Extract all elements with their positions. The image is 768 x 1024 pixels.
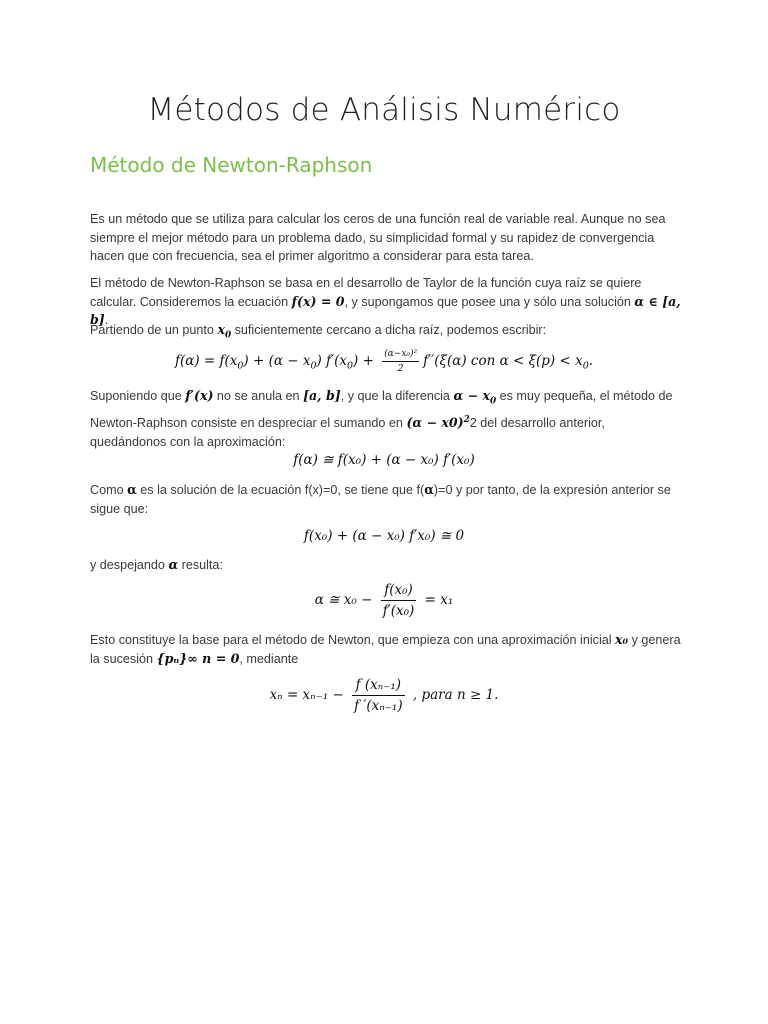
eq4-left: α ≅ x₀ − bbox=[314, 592, 373, 608]
paragraph-taylor-text-b: , y supongamos que posee una y sólo una solución bbox=[344, 294, 631, 309]
equation-linear-approx: f(α) ≅ f(x₀) + (α − x₀) f′(x₀) bbox=[293, 452, 475, 468]
eq1-part-b: ) + (α − x bbox=[243, 353, 311, 369]
eq4-fraction-num: f(x₀) bbox=[381, 582, 417, 601]
eq4-right: = x₁ bbox=[424, 592, 454, 608]
symbol-alpha-3: α bbox=[168, 557, 179, 572]
paragraph-starting-point bbox=[90, 321, 682, 345]
section-heading: Método de Newton-Raphson bbox=[90, 153, 373, 177]
eq5-right: , para n ≥ 1. bbox=[412, 687, 499, 703]
paragraph-assumption-text-d: es muy pequeña, el método de Newton-Raphson consiste en despreciar el sumando en bbox=[90, 389, 673, 431]
eq1-fraction-den: 2 bbox=[397, 364, 404, 374]
equation-alpha-estimate bbox=[0, 582, 768, 619]
eq1-part-f: . bbox=[588, 353, 594, 369]
paragraph-solving-text-b: resulta: bbox=[181, 558, 223, 572]
symbol-fprime: f′(x) bbox=[185, 388, 214, 403]
equation-zero-approx: f(x₀) + (α − x₀) f′x₀) ≅ 0 bbox=[303, 528, 465, 544]
symbol-alpha: α bbox=[127, 482, 137, 497]
paragraph-newton-text-b: y genera la sucesión bbox=[90, 633, 681, 666]
symbol-alpha-2: α bbox=[424, 482, 434, 497]
equation-taylor-expansion: $f(\alpha) = f(x_0) + (\alpha - x_0) f'(x_0)$ + $\frac{\text{(α−x₀)²}}{2}$ f′′(ξ(α) con $\alpha < \xi(p) < x_0$. bbox=[174, 349, 594, 374]
symbol-x0-initial: x₀ bbox=[615, 632, 629, 647]
paragraph-solution-text-b: es la solución de la ecuación f(x)=0, se tiene que f( bbox=[140, 483, 425, 497]
sequence-notation: {pₙ}∞ n = 0 bbox=[156, 650, 240, 666]
difference-alpha-x0: $\alpha - x_0$ bbox=[453, 388, 497, 407]
paragraph-assumption-text-b: no se anula en bbox=[216, 389, 300, 403]
paragraph-solution bbox=[90, 481, 682, 518]
paragraph-newton-base bbox=[90, 631, 682, 668]
paragraph-newton-text-c: , mediante bbox=[239, 651, 299, 666]
paragraph-assumption-text-e: del desarrollo anterior, quedándonos con la aproximación: bbox=[90, 416, 605, 449]
symbol-x0: $x_0$ bbox=[217, 322, 232, 341]
eq5-fraction-num: f (xₙ₋₁) bbox=[352, 677, 405, 696]
eq1-fraction bbox=[382, 349, 419, 374]
squared-term-exp: 2 bbox=[463, 415, 470, 426]
paragraph-solution-text-a: Como bbox=[90, 483, 124, 497]
squared-term-base: (α − x0) bbox=[406, 415, 464, 431]
solution-interval: α ∈ [a, b] bbox=[90, 293, 681, 327]
document-title: Métodos de Análisis Numérico bbox=[147, 92, 621, 128]
eq4-fraction-den: f′(x₀) bbox=[382, 603, 415, 619]
paragraph-taylor-text-a: El método de Newton-Raphson se basa en el desarrollo de Taylor de la función cuya raíz se quiere calcular. Consideremos la ecuación bbox=[90, 276, 642, 309]
equation-fx-zero: f(x) = 0 bbox=[291, 293, 345, 309]
paragraph-solving-text-a: y despejando bbox=[90, 558, 165, 572]
paragraph-intro: Es un método que se utiliza para calcular los ceros de una función real de variable real. Aunque no sea siempre el mejor método para un problema dado, su simplicidad formal y su rapidez de convergencia hacen que con frecuencia, sea el primer algoritmo a considerar para esta tarea. bbox=[90, 212, 666, 263]
paragraph-assumption-text-c: , y que la diferencia bbox=[340, 389, 450, 403]
eq5-fraction bbox=[352, 677, 405, 714]
paragraph-taylor-text-c: . bbox=[104, 313, 109, 327]
equation-newton-iteration bbox=[0, 677, 768, 714]
paragraph-newton-text-a: Esto constituye la base para el método de Newton, que empieza con una aproximación inicial bbox=[90, 633, 612, 647]
eq1-part-d: ) + bbox=[353, 353, 374, 369]
paragraph-assumption: Suponiendo que f′(x) no se anula en [a, b], y que la diferencia $\alpha - x_0$ es muy pequeña, el método de Newton-Raphson consiste en despreciar el sumando en $(\alpha - x0)^22$ del desarrollo anterior, quedándonos con la aproximación: bbox=[90, 388, 673, 449]
eq5-fraction-den: f ′(xₙ₋₁) bbox=[354, 698, 403, 714]
paragraph-assumption-text-a: Suponiendo que bbox=[90, 389, 182, 403]
paragraph-starting-text-b: suficientemente cercano a dicha raíz, podemos escribir: bbox=[234, 323, 547, 337]
squared-term bbox=[406, 415, 469, 430]
difference-text: α − x bbox=[453, 388, 490, 403]
eq1-part-c: ) f′(x bbox=[316, 353, 347, 369]
eq1-fraction-num: (α−x₀)² bbox=[382, 349, 419, 362]
eq1-part-e: f′′(ξ(α) con α < ξ(p) < x bbox=[423, 353, 583, 369]
paragraph-solving bbox=[90, 556, 682, 575]
paragraph-solution-text-c: )=0 y por tanto, de la expresión anterior se sigue que: bbox=[90, 483, 671, 516]
eq4-fraction bbox=[381, 582, 417, 619]
eq1-part-a: f(α) = f(x bbox=[174, 353, 238, 369]
paragraph-starting-text-a: Partiendo de un punto bbox=[90, 323, 214, 337]
eq5-left: xₙ = xₙ₋₁ − bbox=[269, 687, 344, 703]
interval-ab: [a, b] bbox=[303, 388, 341, 403]
